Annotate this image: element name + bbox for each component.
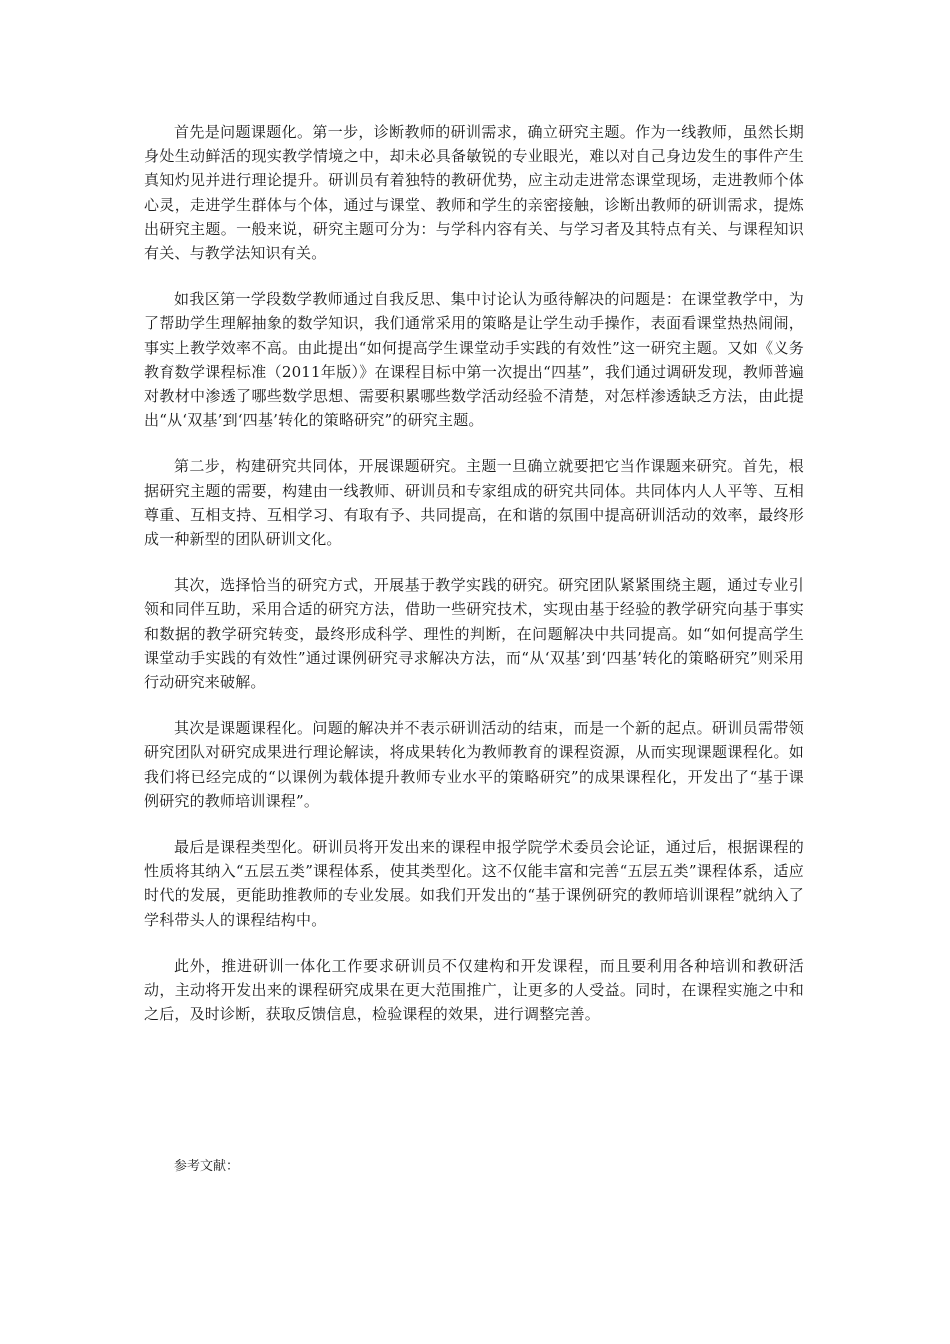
article-body (144, 120, 804, 1049)
paragraph-5: 其次是课题课程化。问题的解决并不表示研训活动的结束，而是一个新的起点。研训员需带领研究团队对研究成果进行理论解读，将成果转化为教师教育的课程资源，从而实现课题课程化。如我们将已经完成的“以课例为载体提升教师专业水平的策略研究”的成果课程化，开发出了“基于课例研究的教师培训课程”。 (144, 719, 804, 810)
paragraph-3: 第二步，构建研究共同体，开展课题研究。主题一旦确立就要把它当作课题来研究。首先，根据研究主题的需要，构建由一线教师、研训员和专家组成的研究共同体。共同体内人人平等、互相尊重、互相支持、互相学习、有取有予、共同提高，在和谐的氛围中提高研训活动的效率，最终形成一种新型的团队研训文化。 (144, 457, 804, 549)
paragraph-1: 首先是问题课题化。第一步，诊断教师的研训需求，确立研究主题。作为一线教师，虽然长期身处生动鲜活的现实教学情境之中，却未必具备敏锐的专业眼光，难以对自己身边发生的事件产生真知灼见并进行理论提升。研训员有着独特的教研优势，应主动走进常态课堂现场，走进教师个体心灵，走进学生群体与个体，通过与课堂、教师和学生的亲密接触，诊断出教师的研训需求，提炼出研究主题。一般来说，研究主题可分为：与学科内容有关、与学习者及其特点有关、与课程知识有关、与教学法知识有关。 (144, 123, 804, 263)
paragraph-6: 最后是课程类型化。研训员将开发出来的课程申报学院学术委员会论证，通过后，根据课程的性质将其纳入“五层五类”课程体系，使其类型化。这不仅能丰富和完善“五层五类”课程体系，适应时代的发展，更能助推教师的专业发展。如我们开发出的“基于课例研究的教师培训课程”就纳入了学科带头人的课程结构中。 (144, 838, 804, 929)
paragraph-2: 如我区第一学段数学教师通过自我反思、集中讨论认为亟待解决的问题是：在课堂教学中，为了帮助学生理解抽象的数学知识，我们通常采用的策略是让学生动手操作，表面看课堂热热闹闹，事实上教学效率不高。由此提出“如何提高学生课堂动手实践的有效性”这一研究主题。又如《义务教育数学课程标准（2011年版）》在课程目标中第一次提出“四基”，我们通过调研发现，教师普遍对教材中渗透了哪些数学思想、需要积累哪些数学活动经验不清楚，对怎样渗透缺乏方法，由此提出“从‘双基’到‘四基’转化的策略研究”的研究主题。 (144, 290, 804, 430)
references-label: 参考文献： (174, 1159, 240, 1174)
paragraph-4: 其次，选择恰当的研究方式，开展基于教学实践的研究。研究团队紧紧围绕主题，通过专业引领和同伴互助，采用合适的研究方法，借助一些研究技术，实现由基于经验的教学研究向基于事实和数据的教学研究转变，最终形成科学、理性的判断，在问题解决中共同提高。如“如何提高学生课堂动手实践的有效性”通过课例研究寻求解决方法，而“从‘双基’到‘四基’转化的策略研究”则采用行动研究来破解。 (144, 576, 804, 692)
paragraph-7: 此外，推进研训一体化工作要求研训员不仅建构和开发课程，而且要利用各种培训和教研活动，主动将开发出来的课程研究成果在更大范围推广，让更多的人受益。同时，在课程实施之中和之后，及时诊断，获取反馈信息，检验课程的效果，进行调整完善。 (144, 956, 804, 1024)
